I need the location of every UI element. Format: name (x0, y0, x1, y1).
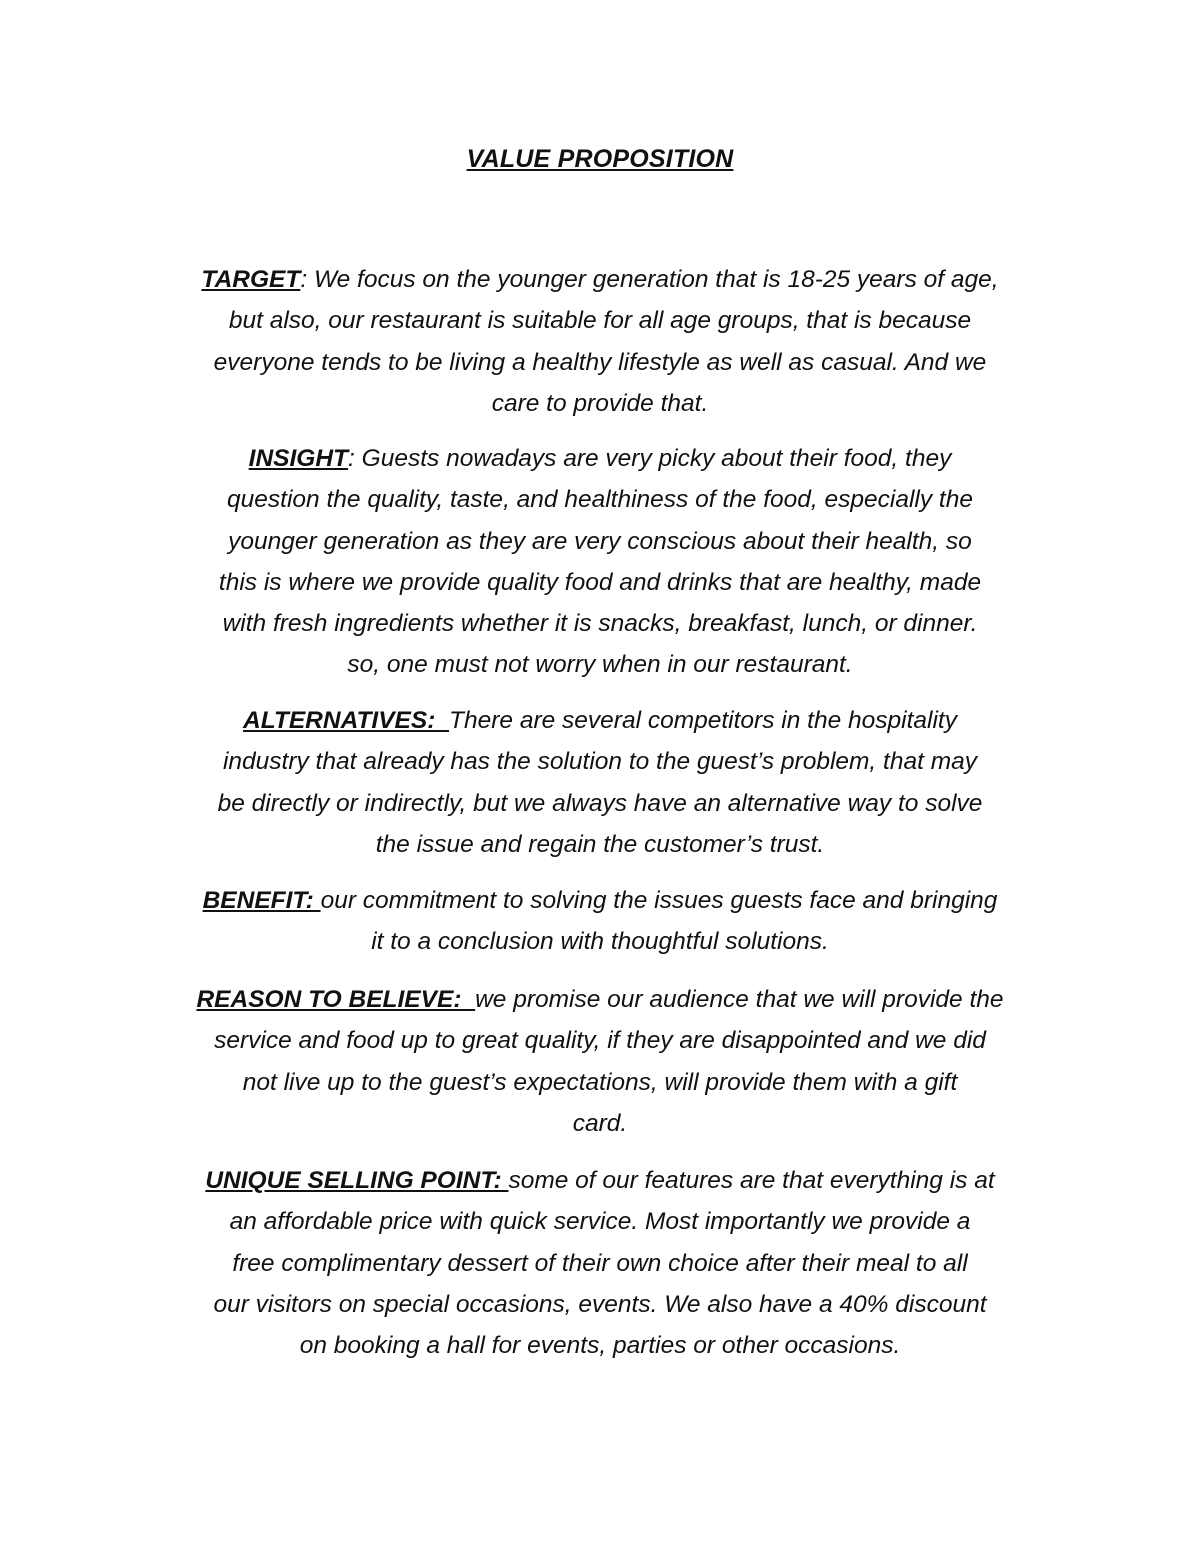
section-line: service and food up to great quality, if they are disappointed and we did (214, 1027, 986, 1055)
section-line: on booking a hall for events, parties or other occasions. (299, 1332, 901, 1360)
section-line (130, 880, 1070, 921)
section-line: the issue and regain the customer’s trust. (375, 830, 825, 858)
document-title: VALUE PROPOSITION (466, 145, 734, 173)
section-line: it to a conclusion with thoughtful solutions. (371, 928, 829, 956)
section-label: BENEFIT: (202, 887, 321, 914)
section-line: younger generation as they are very conscious about their health, so (228, 527, 972, 555)
section-line: everyone tends to be living a healthy lifestyle as well as casual. And we (213, 348, 987, 376)
section-reason-to-believe (130, 979, 1070, 1144)
section-label: ALTERNATIVES: (243, 707, 450, 734)
section-alternatives (130, 700, 1070, 865)
section-line (130, 979, 1070, 1020)
section-line: our visitors on special occasions, events. We also have a 40% discount (213, 1290, 987, 1318)
section-benefit (130, 880, 1070, 963)
section-line: so, one must not worry when in our restaurant. (347, 651, 853, 679)
section-line (130, 1160, 1070, 1201)
section-text: : Guests nowadays are very picky about their food, they (348, 445, 952, 472)
section-line: industry that already has the solution to the guest’s problem, that may (222, 748, 978, 776)
section-line: card. (572, 1109, 628, 1137)
section-text: There are several competitors in the hospitality (449, 707, 957, 734)
section-line: not live up to the guest’s expectations, will provide them with a gift (242, 1068, 958, 1096)
section-insight (130, 438, 1070, 686)
section-target (130, 259, 1070, 424)
section-line: free complimentary dessert of their own choice after their meal to all (232, 1249, 968, 1277)
section-text: some of our features are that everything is at (508, 1167, 995, 1194)
section-label: TARGET (201, 266, 301, 293)
section-text: we promise our audience that we will provide the (475, 986, 1004, 1013)
section-line: an affordable price with quick service. Most importantly we provide a (229, 1208, 971, 1236)
section-line: question the quality, taste, and healthiness of the food, especially the (227, 486, 973, 514)
section-line: care to provide that. (491, 389, 709, 417)
section-line: but also, our restaurant is suitable for all age groups, that is because (228, 307, 972, 335)
section-text: : We focus on the younger generation that is 18-25 years of age, (300, 266, 999, 293)
section-label: UNIQUE SELLING POINT: (205, 1167, 509, 1194)
section-label: REASON TO BELIEVE: (196, 986, 476, 1013)
section-line: with fresh ingredients whether it is snacks, breakfast, lunch, or dinner. (222, 610, 978, 638)
section-line (130, 438, 1070, 479)
section-line: be directly or indirectly, but we always have an alternative way to solve (217, 789, 983, 817)
section-label: INSIGHT (248, 445, 349, 472)
section-line: this is where we provide quality food and drinks that are healthy, made (218, 568, 982, 596)
section-text: our commitment to solving the issues guests face and bringing (320, 887, 998, 914)
section-unique-selling-point (130, 1160, 1070, 1366)
section-line (130, 259, 1070, 300)
section-line (130, 700, 1070, 741)
